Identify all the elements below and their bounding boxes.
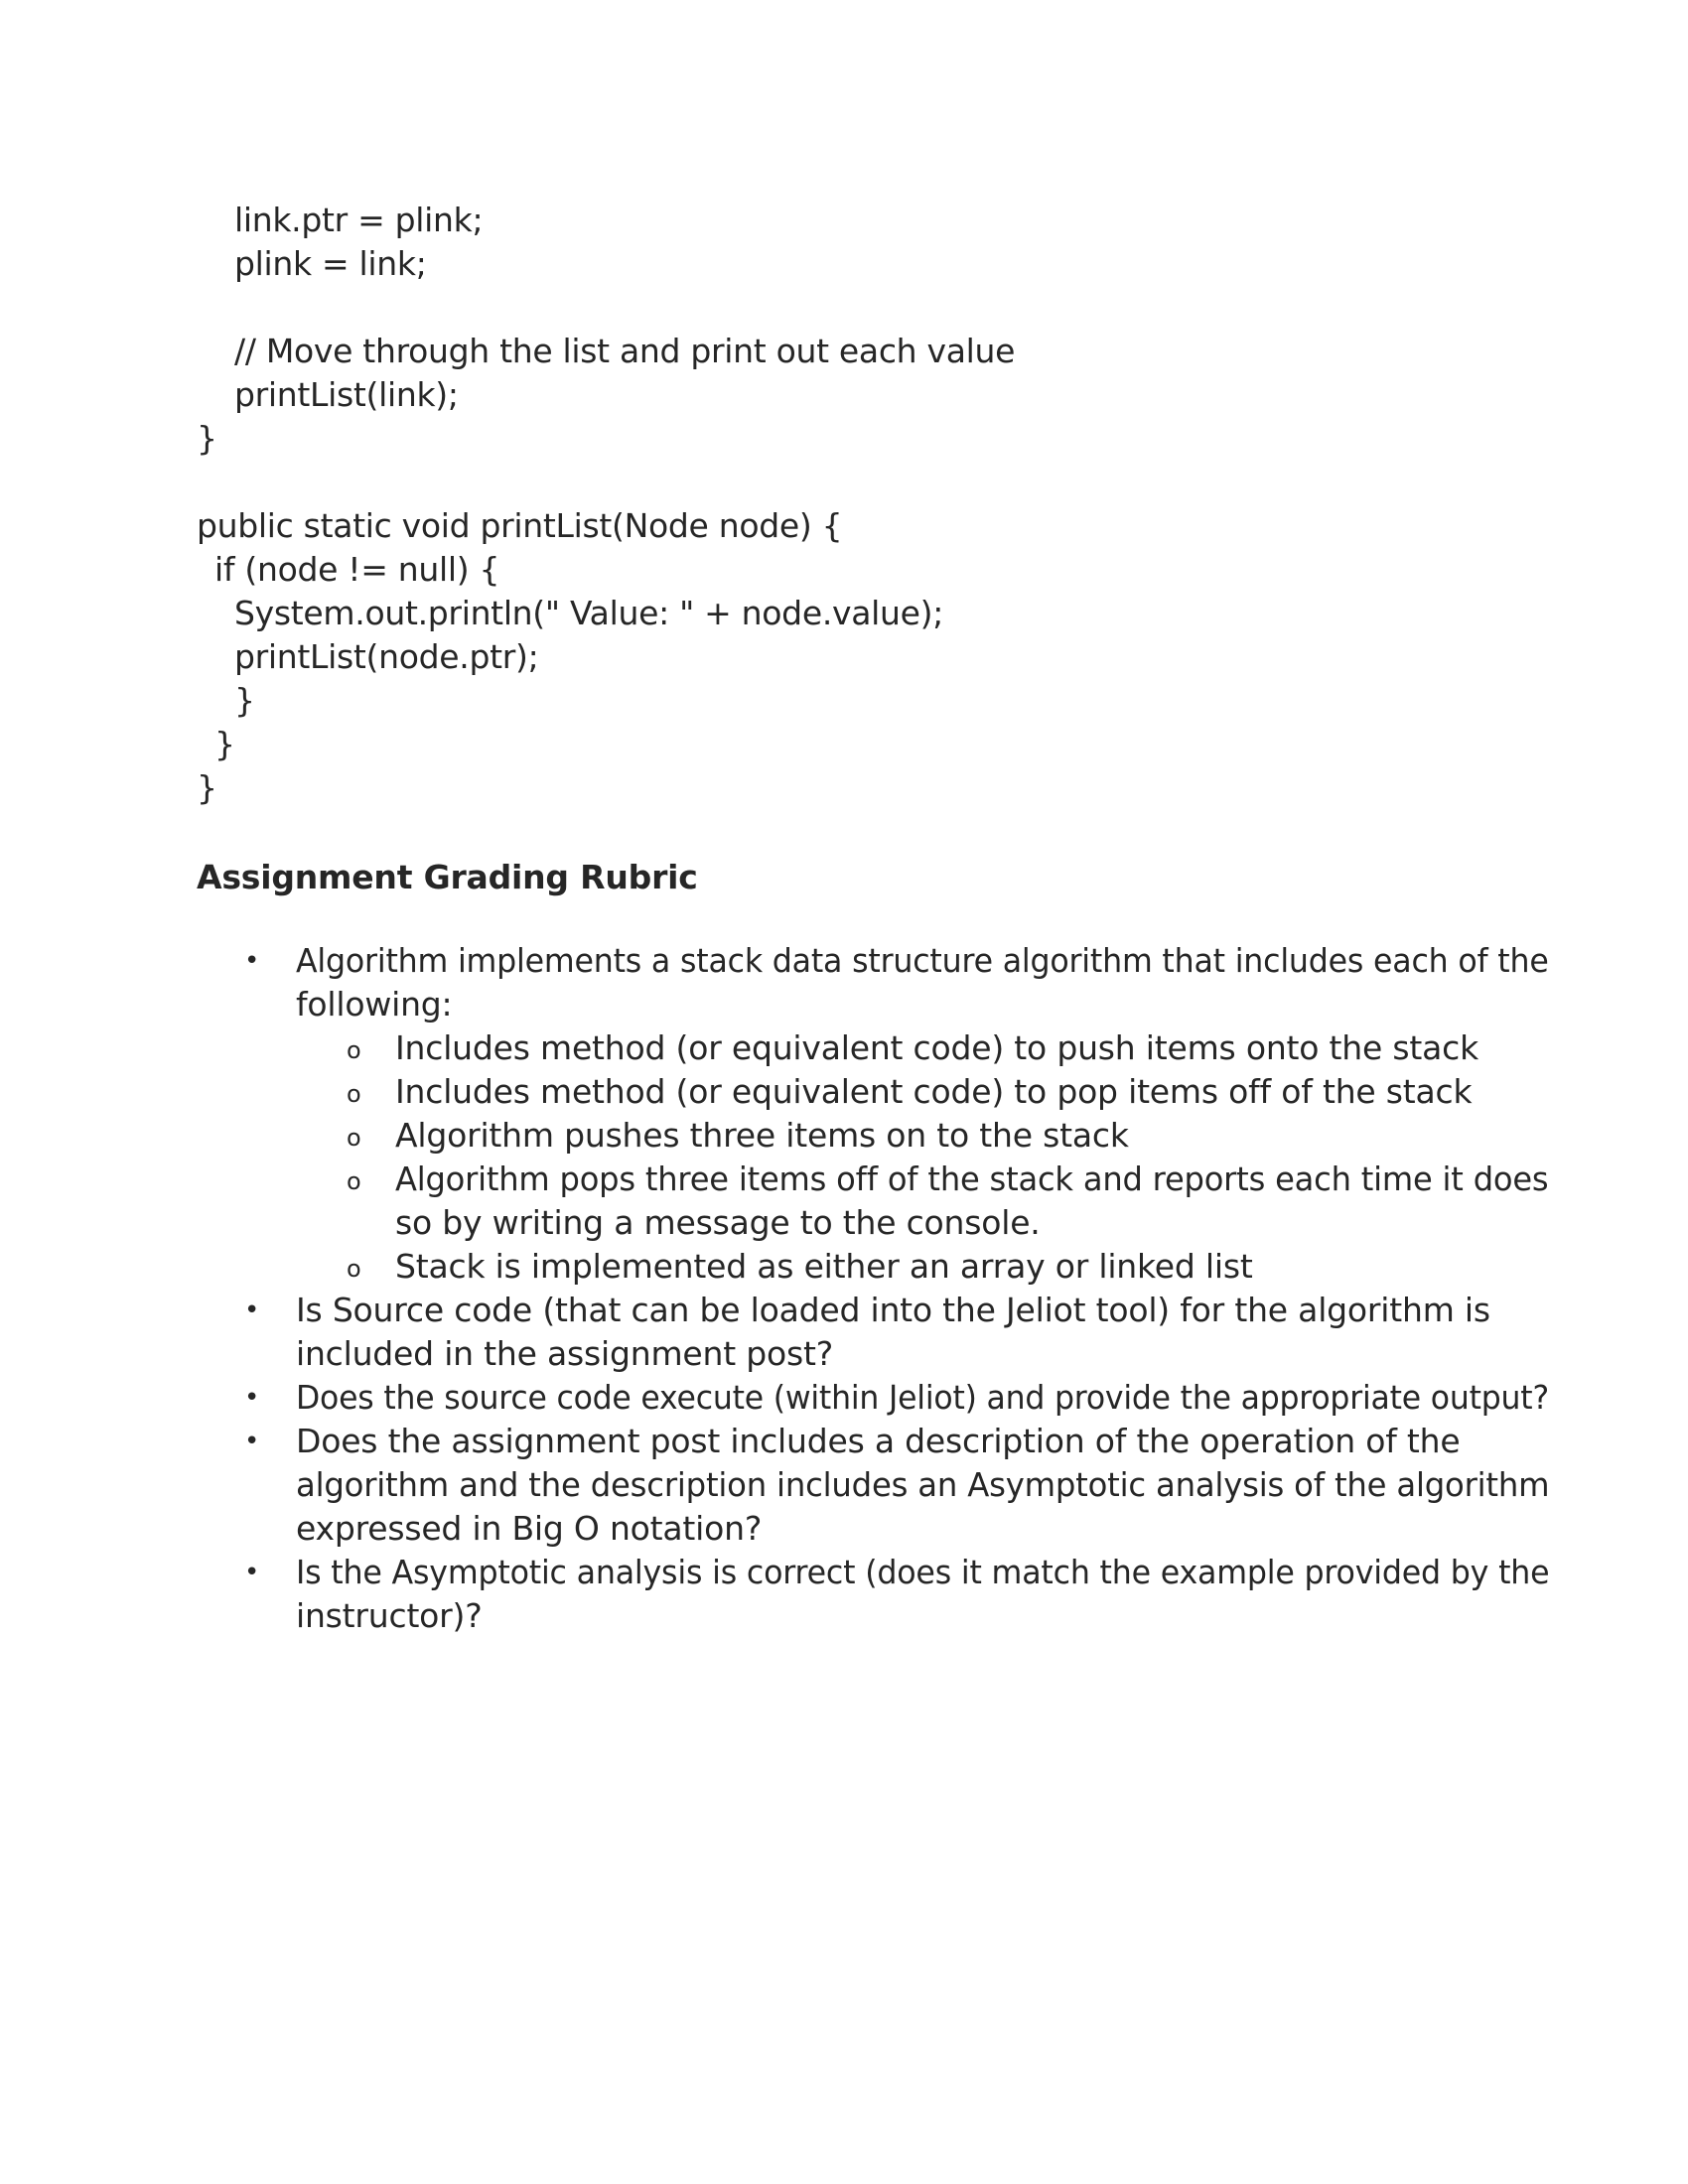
bullet-icon: • bbox=[244, 946, 260, 976]
bullet-icon: • bbox=[244, 1427, 260, 1456]
code-line: plink = link; bbox=[234, 244, 427, 283]
sub-list-item-text: Includes method (or equivalent code) to push items onto the stack bbox=[395, 1028, 1479, 1067]
bullet-icon: • bbox=[244, 1383, 260, 1413]
list-item-text: Is the Asymptotic analysis is correct (does it match the example provided by the bbox=[296, 1553, 1550, 1591]
code-line: } bbox=[197, 768, 217, 807]
bullet-icon: • bbox=[244, 1558, 260, 1587]
list-item-text: instructor)? bbox=[296, 1596, 483, 1635]
code-line: printList(link); bbox=[234, 375, 459, 414]
sub-list-item-text: Includes method (or equivalent code) to pop items off of the stack bbox=[395, 1072, 1473, 1111]
list-item-text: Does the assignment post includes a description of the operation of the bbox=[296, 1422, 1461, 1460]
list-item-text: algorithm and the description includes an Asymptotic analysis of the algorithm bbox=[296, 1465, 1550, 1504]
code-line: System.out.println(" Value: " + node.value); bbox=[234, 594, 944, 632]
list-item-text: Algorithm implements a stack data structure algorithm that includes each of the bbox=[296, 941, 1549, 980]
sub-bullet-icon: o bbox=[347, 1124, 361, 1152]
bullet-icon: • bbox=[244, 1296, 260, 1325]
sub-list-item-text: Stack is implemented as either an array or linked list bbox=[395, 1247, 1253, 1286]
code-line: } bbox=[197, 419, 217, 458]
list-item-text: included in the assignment post? bbox=[296, 1334, 834, 1373]
code-line: public static void printList(Node node) { bbox=[197, 506, 843, 545]
code-line: } bbox=[234, 681, 255, 720]
list-item-text: Is Source code (that can be loaded into the Jeliot tool) for the algorithm is bbox=[296, 1291, 1490, 1329]
code-line: if (node != null) { bbox=[214, 550, 500, 589]
sub-list-item-text: Algorithm pushes three items on to the stack bbox=[395, 1116, 1129, 1155]
sub-bullet-icon: o bbox=[347, 1255, 361, 1283]
code-line: } bbox=[214, 725, 235, 763]
sub-bullet-icon: o bbox=[347, 1080, 361, 1108]
code-line: printList(node.ptr); bbox=[234, 637, 539, 676]
code-line: link.ptr = plink; bbox=[234, 201, 484, 239]
list-item-text: following: bbox=[296, 985, 453, 1024]
sub-bullet-icon: o bbox=[347, 1036, 361, 1064]
sub-list-item-text: Algorithm pops three items off of the stack and reports each time it does bbox=[395, 1160, 1549, 1198]
code-comment: // Move through the list and print out each value bbox=[234, 332, 1016, 370]
list-item-text: expressed in Big O notation? bbox=[296, 1509, 763, 1548]
sub-bullet-icon: o bbox=[347, 1167, 361, 1195]
list-item-text: Does the source code execute (within Jeliot) and provide the appropriate output? bbox=[296, 1378, 1549, 1417]
sub-list-item-text: so by writing a message to the console. bbox=[395, 1203, 1041, 1242]
rubric-heading: Assignment Grading Rubric bbox=[197, 858, 698, 896]
